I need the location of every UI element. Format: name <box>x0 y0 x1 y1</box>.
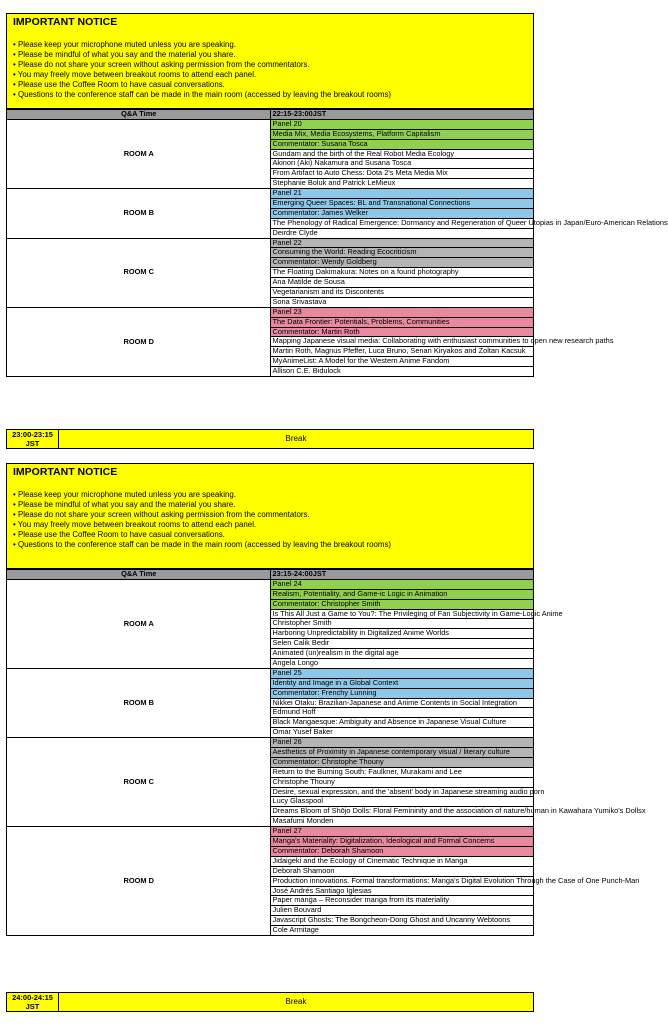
break-time: 23:00-23:15 JST <box>7 430 59 448</box>
panel-commentator: Commentator: Susana Tosca <box>270 139 534 149</box>
paper-title: The Floating Dakimakura: Notes on a found photography <box>270 268 534 278</box>
paper-authors: Julien Bouvard <box>270 906 534 916</box>
panel-title: Emerging Queer Spaces: BL and Transnational Connections <box>270 199 534 209</box>
paper-authors: Selen Calik Bedir <box>270 639 534 649</box>
notice-item: • Please keep your microphone muted unless you are speaking. <box>13 40 236 49</box>
panel-title: Realism, Potentiality, and Game-ic Logic in Animation <box>270 589 534 599</box>
paper-title: Return to the Burning South: Faulkner, Murakami and Lee <box>270 767 534 777</box>
notice-item: • You may freely move between breakout rooms to attend each panel. <box>13 70 257 80</box>
paper-authors: Masafumi Monden <box>270 817 534 827</box>
paper-title: Vegetarianism and its Discontents <box>270 288 534 298</box>
paper-title: Dreams Bloom of Shōjo Dolls: Floral Femininity and the association of nature/human in Kawahara Yumiko's Dollsx <box>270 807 534 817</box>
break-label: Break <box>285 997 307 1006</box>
panel-number: Panel 21 <box>270 189 534 199</box>
notice-item: • Please be mindful of what you say and the material you share. <box>13 50 236 60</box>
notice-item: • Please use the Coffee Room to have casual conversations. <box>13 530 225 540</box>
paper-authors: Omar Yusef Baker <box>270 728 534 738</box>
room-label: ROOM B <box>7 189 271 238</box>
panel-commentator: Commentator: Christopher Smith <box>270 599 534 609</box>
paper-title: Gundam and the birth of the Real Robot Media Ecology <box>270 149 534 159</box>
paper-authors: Stephanie Boluk and Patrick LeMieux <box>270 179 534 189</box>
paper-title: The Phenology of Radical Emergence: Dormancy and Regeneration of Queer Utopias in Japan/Euro-American Relations <box>270 218 534 228</box>
notice-title: IMPORTANT NOTICE <box>13 466 118 478</box>
panel-title: Consuming the World: Reading Ecocriticism <box>270 248 534 258</box>
schedule-table-2 <box>6 569 646 936</box>
panel-number: Panel 26 <box>270 738 534 748</box>
paper-title: Production innovations. Formal transformations: Manga's Digital Evolution Through the Case of One Punch-Man <box>270 876 534 886</box>
notice-list <box>13 490 529 551</box>
session-time: 23:15-24:00JST <box>270 570 534 580</box>
qa-time-label: Q&A Time <box>7 110 271 120</box>
paper-title: Paper manga – Reconsider manga from its materiality <box>270 896 534 906</box>
panel-number: Panel 24 <box>270 579 534 589</box>
paper-authors: Deborah Shamoon <box>270 866 534 876</box>
notice-list <box>13 40 529 101</box>
schedule-table-1 <box>6 109 668 377</box>
panel-commentator: Commentator: James Welker <box>270 208 534 218</box>
paper-title: Harboring Unpredictability in Digitalized Anime Worlds <box>270 629 534 639</box>
paper-authors: Martin Roth, Magnus Pfeffer, Luca Bruno, Senan Kiryakos and Zoltan Kacsuk <box>270 347 534 357</box>
paper-authors: Ana Matilde de Sousa <box>270 278 534 288</box>
panel-number: Panel 27 <box>270 827 534 837</box>
panel-title: The Data Frontier: Potentials, Problems, Communities <box>270 317 534 327</box>
notice-title: IMPORTANT NOTICE <box>13 16 118 28</box>
table-row <box>7 307 534 317</box>
notice-item: • Please do not share your screen without asking permission from the commentators. <box>13 510 310 520</box>
break-label: Break <box>285 434 307 443</box>
notice-item: • Questions to the conference staff can be made in the main room (accessed by leaving the breakout rooms) <box>13 90 392 100</box>
room-label: ROOM D <box>7 827 271 936</box>
session-time: 22:15-23:00JST <box>270 110 534 120</box>
table-row <box>7 119 534 129</box>
paper-authors: Cole Armitage <box>270 926 534 936</box>
paper-authors: Akinori (Aki) Nakamura and Susana Tosca <box>270 159 534 169</box>
panel-title: Identity and Image in a Global Context <box>270 678 534 688</box>
break-time: 24:00-24:15 JST <box>7 993 59 1011</box>
panel-title: Media Mix, Media Ecosystems, Platform Capitalism <box>270 129 534 139</box>
panel-number: Panel 25 <box>270 668 534 678</box>
paper-title: Mapping Japanese visual media: Collaborating with enthusiast communities to open new research paths <box>270 337 534 347</box>
paper-title: From Artifact to Auto Chess: Dota 2's Meta Media Mix <box>270 169 534 179</box>
room-label: ROOM C <box>7 738 271 827</box>
notice-item: • You may freely move between breakout rooms to attend each panel. <box>13 520 257 530</box>
session-header-row <box>7 110 534 120</box>
paper-authors: Christopher Smith <box>270 619 534 629</box>
break-row-2 <box>6 992 534 1012</box>
paper-title: MyAnimeList: A Model for the Western Anime Fandom <box>270 357 534 367</box>
notice-item: • Questions to the conference staff can be made in the main room (accessed by leaving the breakout rooms) <box>13 540 392 550</box>
notice-item: • Please do not share your screen without asking permission from the commentators. <box>13 60 310 70</box>
paper-title: Animated (un)realism in the digital age <box>270 649 534 659</box>
room-label: ROOM C <box>7 238 271 307</box>
table-row <box>7 238 534 248</box>
room-label: ROOM A <box>7 579 271 668</box>
paper-authors: Edmund Hoff <box>270 708 534 718</box>
room-label: ROOM A <box>7 119 271 188</box>
break-row-1 <box>6 429 534 449</box>
paper-title: Desire, sexual expression, and the 'absent' body in Japanese streaming audio porn <box>270 787 534 797</box>
paper-authors: Deirdre Clyde <box>270 228 534 238</box>
panel-number: Panel 20 <box>270 119 534 129</box>
paper-authors: Allison C.E. Bidulock <box>270 367 534 377</box>
notice-item: • Please keep your microphone muted unless you are speaking. <box>13 490 236 499</box>
session-header-row <box>7 570 534 580</box>
paper-title: Is This All Just a Game to You?: The Privileging of Fan Subjectivity in Game-Logic Anime <box>270 609 534 619</box>
table-row <box>7 579 534 589</box>
panel-commentator: Commentator: Christophe Thouny <box>270 757 534 767</box>
important-notice-2 <box>6 463 534 569</box>
panel-commentator: Commentator: Wendy Goldberg <box>270 258 534 268</box>
panel-number: Panel 22 <box>270 238 534 248</box>
room-label: ROOM B <box>7 668 271 737</box>
table-row <box>7 668 534 678</box>
paper-authors: Sona Srivastava <box>270 297 534 307</box>
paper-title: Nikkei Otaku: Brazilian-Japanese and Anime Contents in Social Integration <box>270 698 534 708</box>
panel-title: Manga's Materiality: Digitalization, Ideological and Formal Concerns <box>270 837 534 847</box>
important-notice-1 <box>6 13 534 109</box>
paper-authors: Lucy Glasspool <box>270 797 534 807</box>
paper-title: Black Mangaesque: Ambiguity and Absence in Japanese Visual Culture <box>270 718 534 728</box>
notice-item: • Please be mindful of what you say and the material you share. <box>13 500 236 510</box>
panel-commentator: Commentator: Deborah Shamoon <box>270 846 534 856</box>
qa-time-label: Q&A Time <box>7 570 271 580</box>
paper-authors: José Andrés Santiago Iglesias <box>270 886 534 896</box>
panel-number: Panel 23 <box>270 307 534 317</box>
notice-item: • Please use the Coffee Room to have casual conversations. <box>13 80 225 90</box>
paper-title: Jidaigeki and the Ecology of Cinematic Technique in Manga <box>270 856 534 866</box>
paper-title: Javascript Ghosts: The Bongcheon-Dong Ghost and Uncanny Webtoons <box>270 916 534 926</box>
panel-commentator: Commentator: Martin Roth <box>270 327 534 337</box>
panel-commentator: Commentator: Frenchy Lunning <box>270 688 534 698</box>
paper-authors: Angela Longo <box>270 659 534 669</box>
panel-title: Aesthetics of Proximity in Japanese contemporary visual / literary culture <box>270 748 534 758</box>
paper-authors: Christophe Thouny <box>270 777 534 787</box>
room-label: ROOM D <box>7 307 271 376</box>
